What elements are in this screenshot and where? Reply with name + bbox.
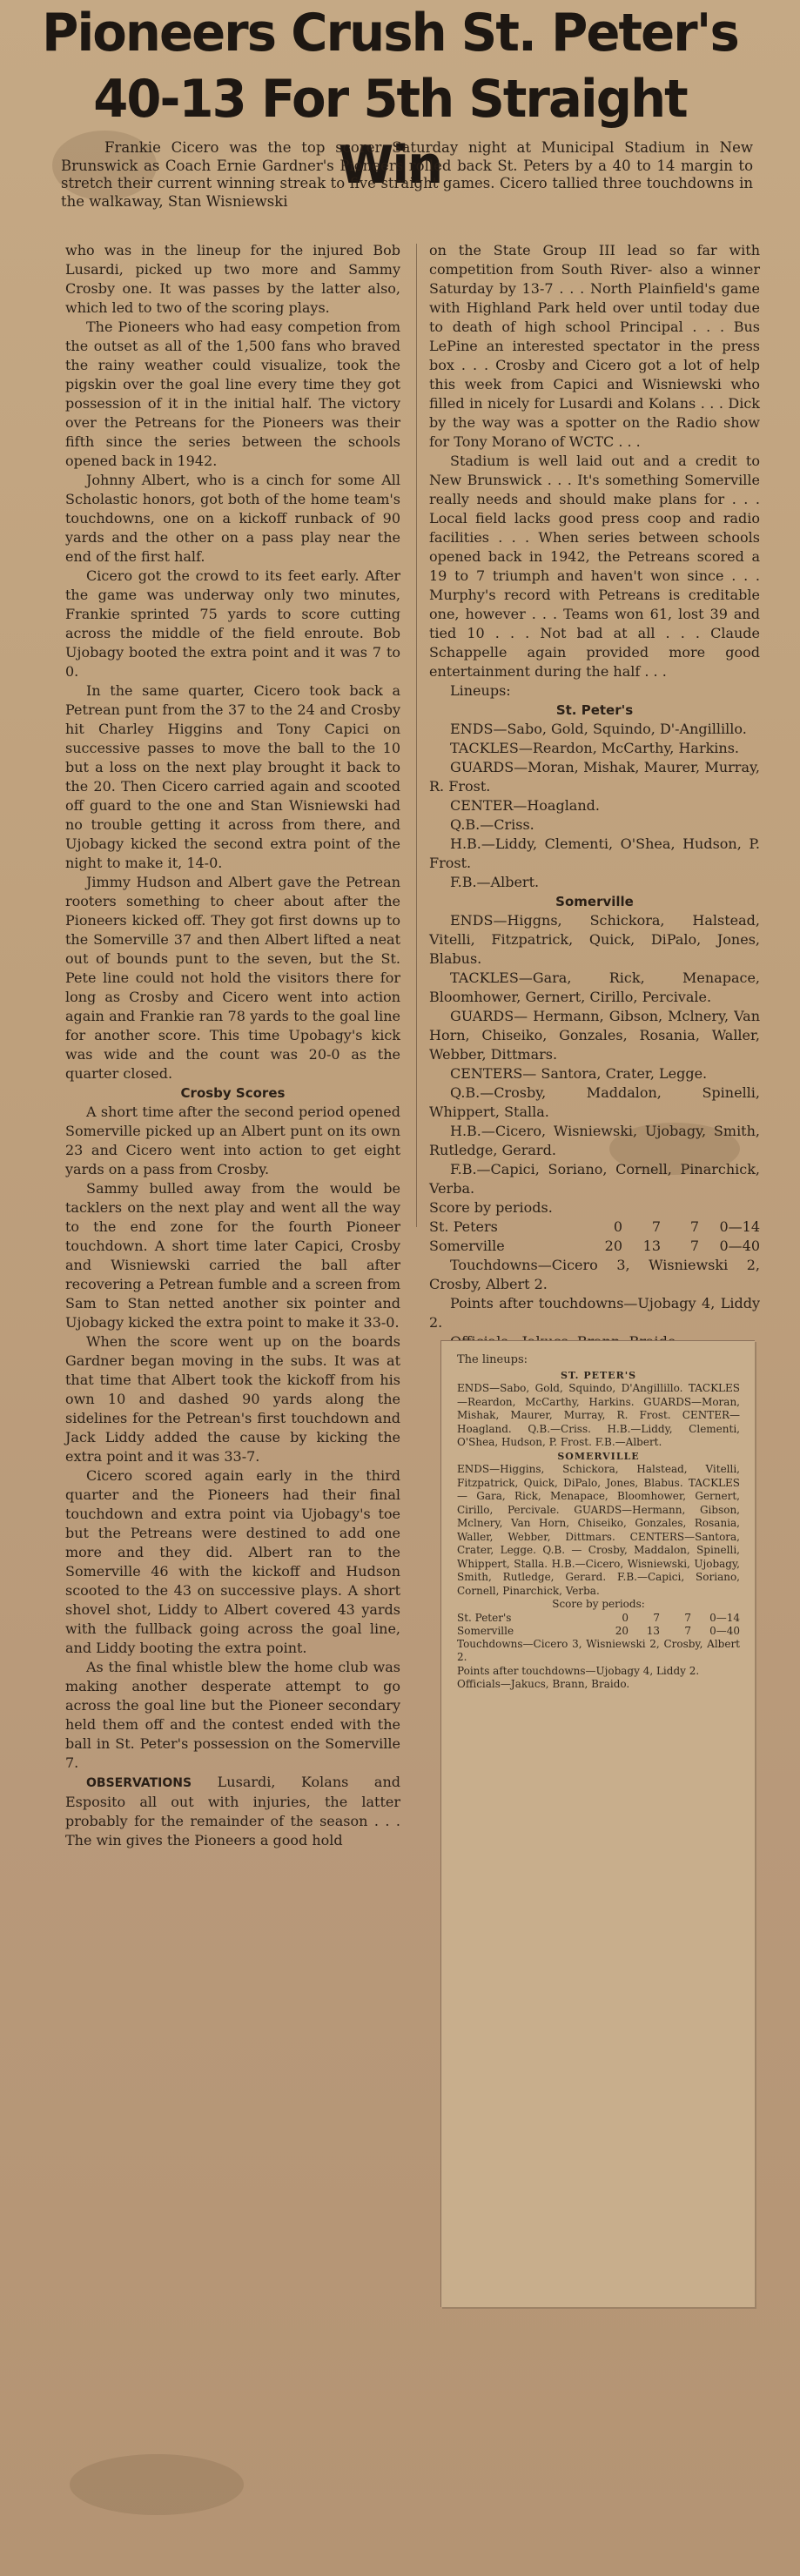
headline-line-2: 40-13 For 5th Straight Win xyxy=(93,69,687,196)
score-team: St. Peters xyxy=(429,1218,498,1235)
score-cell: 7 xyxy=(651,1218,661,1235)
team-heading-somerville: Somerville xyxy=(555,894,634,909)
score-cell: 0 xyxy=(622,1611,629,1624)
score-cell: 20 xyxy=(604,1238,622,1254)
score-row xyxy=(457,1612,740,1625)
paragraph: Stadium is well laid out and a credit to New Brunswick . . . It's something Somerville really needs and should make plans for . . . Local field lacks good press coop and radio facilities . . . When series between schools opened back in 1942, the Petreans scored a 19 to 7 triumph and haven't won since . . . Murphy's record with Petreans is creditable one, however . . . Teams won 61, lost 39 and tied 10 . . . Not bad at all . . . Claude Schappelle again provided more good entertainment during the half . . . xyxy=(429,453,760,680)
clipping-lineup: ENDS—Sabo, Gold, Squindo, D'Angillillo. TACKLES—Reardon, McCarthy, Harkins. GUARDS—Moran, Mishak, Maurer, Murray, R. Frost. CENTER—Hoagland. Q.B.—Criss. H.B.—Liddy, Clementi, O'Shea, Hudson, P. Frost. F.B.—Albert. xyxy=(457,1382,740,1448)
paper-stain xyxy=(70,2454,244,2515)
lineup-line: Q.B.—Criss. xyxy=(450,816,534,833)
clipping-officials: Officials—Jakucs, Brann, Braido. xyxy=(457,1678,630,1690)
score-row xyxy=(457,1625,740,1638)
score-cell: 0—40 xyxy=(719,1238,760,1254)
paragraph: The Pioneers who had easy competion from the outset as all of the 1,500 fans who braved the rainy weather could visualize, took the pigskin over the goal line every time they got possession of it in the initial half. The victory over the Petreans for the Pioneers was their fifth since the series between the schools opened back in 1942. xyxy=(65,319,400,469)
score-team: Somerville xyxy=(429,1238,505,1254)
points-line: Points after touchdowns—Ujobagy 4, Liddy 2. xyxy=(429,1295,760,1331)
score-cell: 13 xyxy=(646,1624,660,1637)
paragraph: Johnny Albert, who is a cinch for some All Scholastic honors, got both of the home team's touchdowns, one on a kickoff runback of 90 yards and the other on a pass play near the end of the first half. xyxy=(65,472,400,565)
lineup-line: TACKLES—Gara, Rick, Menapace, Bloomhower, Gernert, Cirillo, Percivale. xyxy=(429,969,760,1005)
score-cell: 7 xyxy=(689,1218,699,1235)
score-row xyxy=(429,1237,760,1256)
paragraph: Jimmy Hudson and Albert gave the Petrean rooters something to cheer about after the Pioneers kicked off. They got first downs up to the Somerville 37 and then Albert lifted a neat out of bounds punt to the seven, but the St. Pete line could not hold the visitors there for long as Crosby and Cicero went into action again and Frankie ran 78 yards to the goal line for another score. This time Upobagy's kick was wide and the count was 20-0 as the quarter closed. xyxy=(65,874,400,1082)
column-rule xyxy=(416,244,417,1227)
clipping-lineup: ENDS—Higgins, Schickora, Halstead, Vitelli, Fitzpatrick, Quick, DiPalo, Jones, Blabus. TACKLES — Gara, Rick, Menapace, Bloomhower, Gernert, Cirillo, Percivale. GUARDS—Hermann, Gibson, Mclnery, Van Horn, Chiseiko, Gonzales, Rosania, Waller, Webber, Dittmars. CENTERS—Santora, Crater, Legge. Q.B. — Crosby, Maddalon, Spinelli, Whippert, Stalla. H.B.—Cicero, Wisniewski, Ujobagy, Smith, Rutledge, Gerard. F.B.—Capici, Soriano, Cornell, Pinarchick, Verba. xyxy=(457,1463,740,1597)
clipping-title: The lineups: xyxy=(457,1353,528,1366)
lineup-line: ENDS—Higgns, Schickora, Halstead, Vitelli, Fitzpatrick, Quick, DiPalo, Jones, Blabus. xyxy=(429,912,760,967)
lineup-clipping xyxy=(440,1340,755,2307)
paragraph: Sammy bulled away from the would be tacklers on the next play and went all the way to the end zone for the fourth Pioneer touchdown. A short time later Capici, Crosby and Wisniewski carried the ball after recovering a Petrean fumble and a screen from Sam to Stan netted another six pointer and Ujobagy kicked the extra point to make it 33-0. xyxy=(65,1180,400,1331)
lineup-line: ENDS—Sabo, Gold, Squindo, D'-Angillillo. xyxy=(450,721,747,737)
paragraph: Cicero scored again early in the third quarter and the Pioneers had their final touchdown and extra point via Ujobagy's toe but the Petreans were destined to add one more and they did. Albert ran to the Somerville 46 with the kickoff and Hudson scooted to the 43 on successive plays. A short shovel shot, Liddy to Albert covered 43 yards with the fullback going across the goal line, and Liddy booting the extra point. xyxy=(65,1467,400,1656)
score-cell: 0 xyxy=(613,1218,622,1235)
score-cell: 0—40 xyxy=(709,1624,740,1637)
lineup-line: GUARDS—Moran, Mishak, Maurer, Murray, R. Frost. xyxy=(429,759,760,795)
lineup-line: H.B.—Cicero, Wisniewski, Ujobagy, Smith, Rutledge, Gerard. xyxy=(429,1123,760,1158)
subhead: Crosby Scores xyxy=(180,1085,286,1101)
article-column-2 xyxy=(429,241,760,1352)
lineup-clipping-text xyxy=(457,1353,740,1692)
article-column-1 xyxy=(65,241,400,1850)
lede-paragraph: Frankie Cicero was the top scorer Saturday night at Municipal Stadium in New Brunswick as Coach Ernie Gardner's Pioneers rolled back St. Peters by a 40 to 14 margin to stretch their current winning streak to five straight games. Cicero tallied three touchdowns in the walkaway, Stan Wisniewski xyxy=(61,139,753,210)
paragraph: When the score went up on the boards Gardner began moving in the subs. It was at that time that Albert took the kickoff from his own 10 and dashed 90 yards along the sidelines for the Petrean's first touchdown and Jack Liddy added the cause by kicking the extra point and it was 33-7. xyxy=(65,1333,400,1465)
clipping-touchdowns: Touchdowns—Cicero 3, Wisniewski 2, Crosby, Albert 2. xyxy=(457,1637,740,1663)
observations-paragraph xyxy=(65,1773,400,1850)
team-heading-st-peters: St. Peter's xyxy=(555,702,634,718)
score-cell: 0—14 xyxy=(719,1218,760,1235)
score-cell: 7 xyxy=(653,1611,660,1624)
score-cell: 20 xyxy=(615,1624,629,1637)
lineup-line: CENTER—Hoagland. xyxy=(450,797,600,814)
score-team: Somerville xyxy=(457,1624,514,1637)
touchdowns-line: Touchdowns—Cicero 3, Wisniewski 2, Crosby, Albert 2. xyxy=(429,1257,760,1292)
headline-line-1: Pioneers Crush St. Peter's xyxy=(42,3,738,64)
score-row xyxy=(429,1218,760,1237)
lineup-line: TACKLES—Reardon, McCarthy, Harkins. xyxy=(450,740,740,756)
lineup-line: Q.B.—Crosby, Maddalon, Spinelli, Whippert, Stalla. xyxy=(429,1084,760,1120)
paragraph: who was in the lineup for the injured Bob Lusardi, picked up two more and Sammy Crosby one. It was passes by the latter also, which led to two of the scoring plays. xyxy=(65,242,400,316)
lineup-line: CENTERS— Santora, Crater, Legge. xyxy=(450,1065,708,1082)
lineup-line: H.B.—Liddy, Clementi, O'Shea, Hudson, P. Frost. xyxy=(429,835,760,871)
clipping-score-label: Score by periods: xyxy=(552,1598,645,1610)
paragraph: As the final whistle blew the home club was making another desperate attempt to go across the goal line but the Pioneer secondary held them off and the contest ended with the ball in St. Peter's possession on the Somerville 7. xyxy=(65,1659,400,1771)
score-cell: 13 xyxy=(642,1238,661,1254)
lineup-line: F.B.—Albert. xyxy=(450,874,540,890)
paragraph: In the same quarter, Cicero took back a Petrean punt from the 37 to the 24 and Crosby hit Charley Higgins and Tony Capici on successive passes to move the ball to the 10 but a loss on the next play brought it back to the 20. Then Cicero carried again and scooted off guard to the one and Stan Wisniewski had no trouble getting it across from there, and Ujobagy kicked the second extra point of the night to make it, 14-0. xyxy=(65,682,400,871)
score-table xyxy=(429,1218,760,1256)
lineups-label: Lineups: xyxy=(450,682,511,699)
lineup-line: F.B.—Capici, Soriano, Cornell, Pinarchick, Verba. xyxy=(429,1161,760,1197)
clipping-team-st-peters: ST. PETER'S xyxy=(560,1369,637,1381)
observations-label: OBSERVATIONS xyxy=(86,1776,192,1790)
paragraph: on the State Group III lead so far with competition from South River- also a winner Saturday by 13-7 . . . North Plainfield's game with Highland Park held over until today due to death of high school Principal . . . Bus LePine an interested spectator in the press box . . . Crosby and Cicero got a lot of help this week from Capici and Wisniewski who filled in nicely for Lusardi and Kolans . . . Dick by the way was a spotter on the Radio show for Tony Morano of WCTC . . . xyxy=(429,242,760,450)
paragraph: Cicero got the crowd to its feet early. After the game was underway only two minutes, Frankie sprinted 75 yards to score cutting across the middle of the field enroute. Bob Ujobagy booted the extra point and it was 7 to 0. xyxy=(65,567,400,680)
score-cell: 7 xyxy=(689,1238,699,1254)
score-team: St. Peter's xyxy=(457,1611,512,1624)
score-cell: 7 xyxy=(684,1611,691,1624)
observations-text: Lusardi, Kolans and Esposito all out with injuries, the latter probably for the remainder of the season . . . The win gives the Pioneers a good hold xyxy=(65,1774,400,1848)
score-label: Score by periods. xyxy=(429,1199,553,1216)
paragraph: A short time after the second period opened Somerville picked up an Albert punt on its own 23 and Cicero went into action to get eight yards on a pass from Crosby. xyxy=(65,1104,400,1177)
score-cell: 0—14 xyxy=(709,1611,740,1624)
clipping-team-somerville: SOMERVILLE xyxy=(557,1450,640,1462)
score-cell: 7 xyxy=(684,1624,691,1637)
clipping-score-table xyxy=(457,1612,740,1638)
clipping-points: Points after touchdowns—Ujobagy 4, Liddy 2. xyxy=(457,1664,700,1677)
lineup-line: GUARDS— Hermann, Gibson, Mclnery, Van Horn, Chiseiko, Gonzales, Rosania, Waller, Webber, Dittmars. xyxy=(429,1008,760,1063)
